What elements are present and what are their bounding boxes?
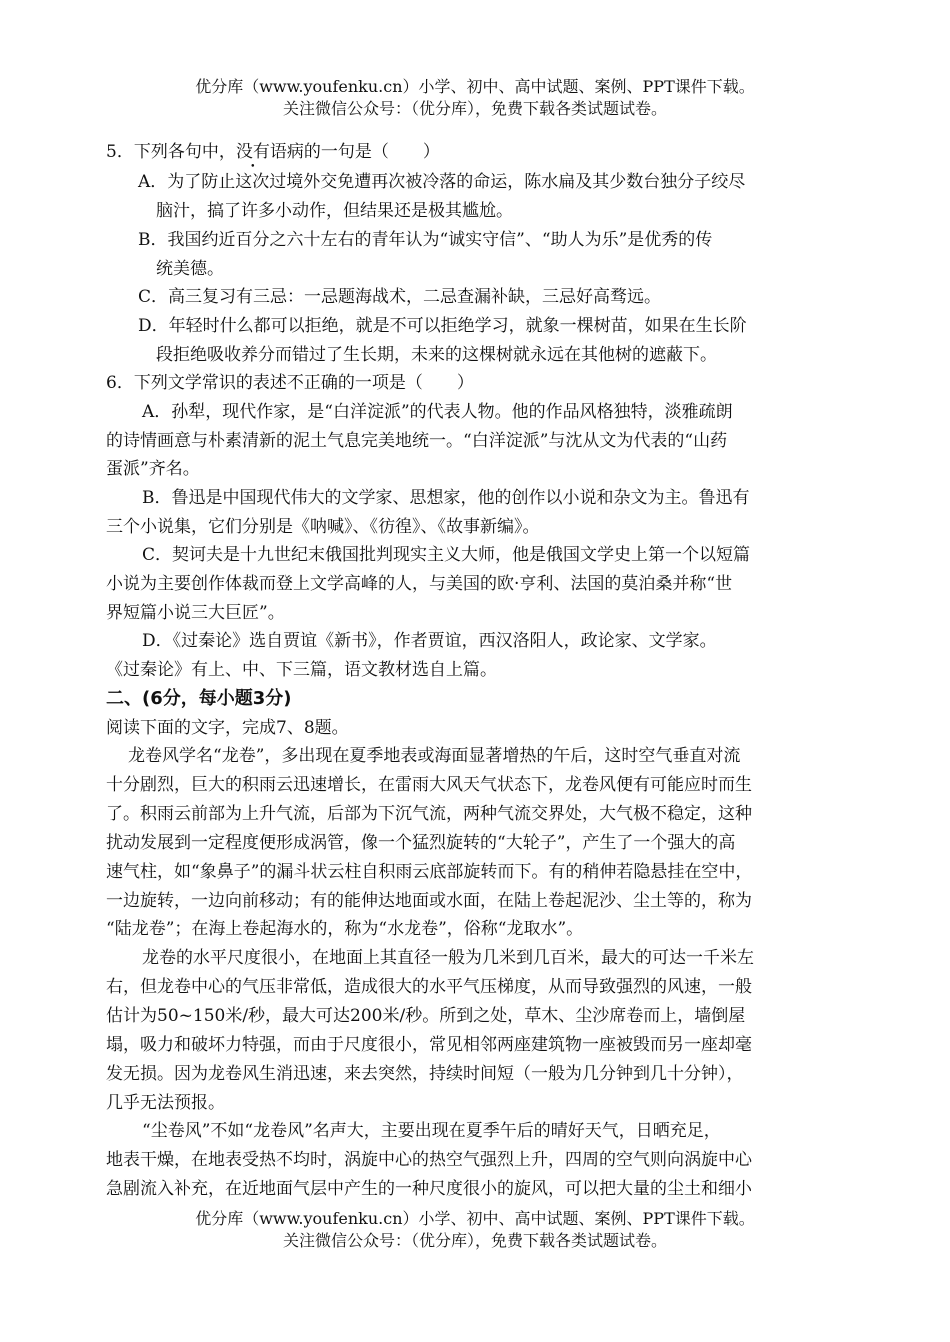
q6-stem: 6．下列文学常识的表述不正确的一项是（ ） (106, 373, 474, 393)
section-2-instruction: 阅读下面的文字，完成7、8题。 (106, 718, 349, 738)
passage-p2-line6: 几乎无法预报。 (106, 1093, 225, 1113)
q5-stem: 5．下列各句中，没有语病的一句是（ ） (106, 142, 440, 162)
section-2-heading: 二、(6分，每小题3分) (106, 688, 292, 709)
page-header (0, 76, 950, 120)
q6-option-a-line2: 的诗情画意与朴素清新的泥土气息完美地统一。“白洋淀派”与沈从文为代表的“山药 (106, 431, 728, 451)
q5-option-b-line1: B．我国约近百分之六十左右的青年认为“诚实守信”、“助人为乐”是优秀的传 (138, 230, 713, 250)
passage-p1-line1: 龙卷风学名“龙卷”，多出现在夏季地表或海面显著增热的午后，这时空气垂直对流 (128, 746, 741, 766)
footer-line-2: 关注微信公众号：（优分库），免费下载各类试题试卷。 (282, 1231, 667, 1250)
q6-option-d-line1: D．《过秦论》选自贾谊《新书》，作者贾谊，西汉洛阳人，政论家、文学家。 (142, 631, 717, 651)
q5-option-a-line1: A．为了防止这次过境外交免遭再次被冷落的命运，陈水扁及其少数台独分子绞尽 (138, 172, 746, 192)
passage-p1-line3: 了。积雨云前部为上升气流，后部为下沉气流，两种气流交界处，大气极不稳定，这种 (106, 804, 752, 824)
passage-p1-line2: 十分剧烈，巨大的积雨云迅速增长，在雷雨大风天气状态下，龙卷风便有可能应时而生 (106, 775, 752, 795)
q5-option-c-line1: C．高三复习有三忌：一忌题海战术，二忌查漏补缺，三忌好高骛远。 (138, 287, 662, 307)
q5-option-d-line2: 段拒绝吸收养分而错过了生长期，未来的这棵树就永远在其他树的遮蔽下。 (156, 345, 717, 365)
q5-option-a-line2: 脑汁，搞了许多小动作，但结果还是极其尴尬。 (156, 201, 513, 221)
passage-p2-line2: 右，但龙卷中心的气压非常低，造成很大的水平气压梯度，从而导致强烈的风速，一般 (106, 977, 752, 997)
q6-option-a-line3: 蛋派”齐名。 (106, 459, 200, 479)
passage-p3-line2: 地表干燥，在地表受热不均时，涡旋中心的热空气强烈上升，四周的空气则向涡旋中心 (106, 1150, 752, 1170)
passage-p3-line3: 急剧流入补充，在近地面气层中产生的一种尺度很小的旋风，可以把大量的尘土和细小 (106, 1179, 752, 1199)
footer-line-1: 优分库（www.youfenku.cn）小学、初中、高中试题、案例、PPT课件下载。 (195, 1209, 755, 1228)
q5-option-d-line1: D．年轻时什么都可以拒绝，就是不可以拒绝学习，就象一棵树苗，如果在生长阶 (138, 316, 747, 336)
passage-p1-line6: 一边旋转，一边向前移动；有的能伸达地面或水面，在陆上卷起泥沙、尘土等的，称为 (106, 891, 752, 911)
passage-p2-line4: 塌，吸力和破坏力特强，而由于尺度很小，常见相邻两座建筑物一座被毁而另一座却毫 (106, 1035, 752, 1055)
passage-p2-line1: 龙卷的水平尺度很小，在地面上其直径一般为几米到几百米，最大的可达一千米左 (142, 948, 754, 968)
q6-option-c-line3: 界短篇小说三大巨匠”。 (106, 603, 285, 623)
page-footer (0, 1208, 950, 1252)
passage-p2-line3: 估计为50~150米/秒，最大可达200米/秒。所到之处，草木、尘沙席卷而上，墙倒屋 (106, 1006, 746, 1026)
passage-p1-line4: 扰动发展到一定程度便形成涡管，像一个猛烈旋转的“大轮子”，产生了一个强大的高 (106, 833, 736, 853)
passage-p1-line7: “陆龙卷”；在海上卷起海水的，称为“水龙卷”，俗称“龙取水”。 (106, 919, 584, 939)
q6-option-a-line1: A．孙犁，现代作家，是“白洋淀派”的代表人物。他的作品风格独特，淡雅疏朗 (142, 402, 733, 422)
q5-emphasis: 没有 (235, 142, 270, 162)
q6-option-c-line1: C．契诃夫是十九世纪末俄国批判现实主义大师，他是俄国文学史上第一个以短篇 (142, 545, 751, 565)
q6-option-b-line2: 三个小说集，它们分别是《呐喊》、《彷徨》、《故事新编》。 (106, 517, 540, 537)
passage-p3-line1: “尘卷风”不如“龙卷风”名声大，主要出现在夏季午后的晴好天气，日晒充足， (142, 1121, 721, 1141)
header-line-1: 优分库（www.youfenku.cn）小学、初中、高中试题、案例、PPT课件下载。 (195, 77, 755, 96)
header-line-2: 关注微信公众号：（优分库），免费下载各类试题试卷。 (282, 99, 667, 118)
q5-option-b-line2: 统美德。 (156, 259, 224, 279)
passage-p1-line5: 速气柱，如“象鼻子”的漏斗状云柱自积雨云底部旋转而下。有的稍伸若隐悬挂在空中， (106, 862, 753, 882)
q6-option-c-line2: 小说为主要创作体裁而登上文学高峰的人，与美国的欧·亨利、法国的莫泊桑并称“世 (106, 574, 733, 594)
q6-option-b-line1: B．鲁迅是中国现代伟大的文学家、思想家，他的创作以小说和杂文为主。鲁迅有 (142, 488, 750, 508)
q6-option-d-line2: 《过秦论》有上、中、下三篇，语文教材选自上篇。 (106, 660, 497, 680)
passage-p2-line5: 发无损。因为龙卷风生消迅速，来去突然，持续时间短（一般为几分钟到几十分钟）， (106, 1064, 744, 1084)
